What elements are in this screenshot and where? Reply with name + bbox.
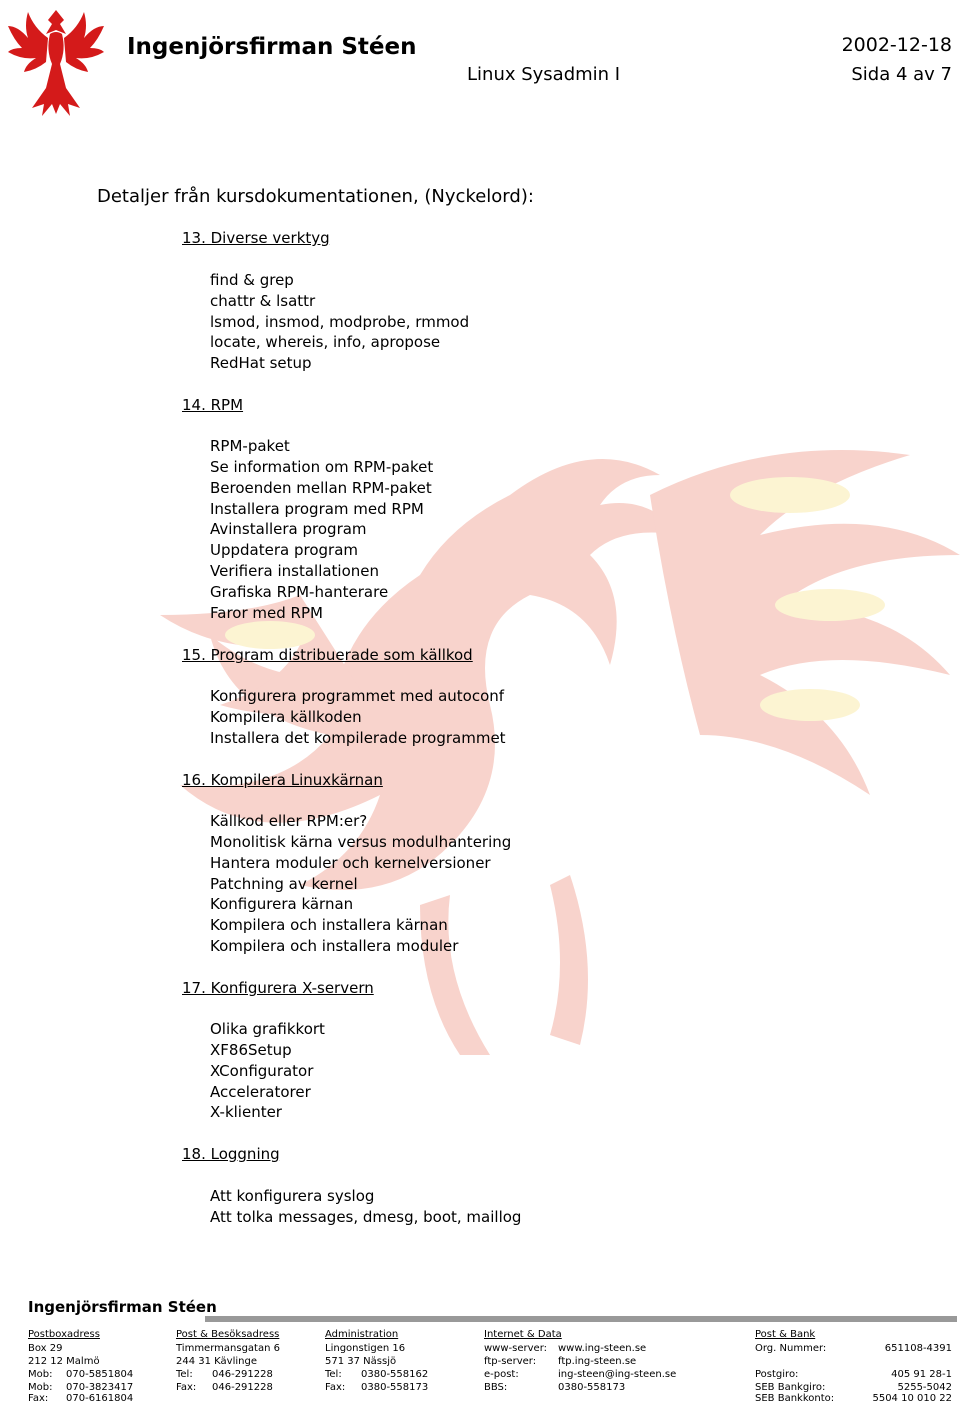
section-title: 14. RPM (182, 396, 244, 414)
footer-heading: Internet & Data (484, 1329, 562, 1340)
footer-label: SEB Bankkonto: (755, 1393, 835, 1404)
list-item: Verifiera installationen (210, 562, 380, 580)
list-item: Olika grafikkort (210, 1020, 325, 1038)
document-date: 2002-12-18 (841, 34, 952, 56)
footer-label: e-post: (484, 1369, 519, 1380)
footer-heading: Postboxadress (28, 1329, 100, 1340)
footer-value: Lingonstigen 16 (325, 1343, 406, 1354)
footer-label: Fax: (176, 1382, 197, 1393)
list-item: Hantera moduler och kernelversioner (210, 854, 491, 872)
footer-value: www.ing-steen.se (558, 1343, 647, 1354)
list-item: find & grep (210, 271, 294, 289)
footer-label: Tel: (176, 1369, 193, 1380)
section-title: 16. Kompilera Linuxkärnan (182, 771, 383, 789)
list-item: RedHat setup (210, 354, 312, 372)
list-item: Konfigurera programmet med autoconf (210, 687, 505, 705)
section-title: 15. Program distribuerade som källkod (182, 646, 473, 664)
footer-value: ftp.ing-steen.se (558, 1356, 637, 1367)
list-item: RPM-paket (210, 437, 290, 455)
list-item: Kompilera och installera kärnan (210, 916, 448, 934)
list-item: X-klienter (210, 1103, 282, 1121)
footer-label: Mob: (28, 1382, 53, 1393)
list-item: Beroenden mellan RPM-paket (210, 479, 432, 497)
footer-value: 405 91 28-1 (891, 1369, 952, 1380)
footer-value: 070-3823417 (66, 1382, 134, 1393)
list-item: Kompilera och installera moduler (210, 937, 459, 955)
footer-value: Box 29 (28, 1343, 63, 1354)
footer-label: SEB Bankgiro: (755, 1382, 826, 1393)
footer-value: 5504 10 010 22 (872, 1393, 952, 1404)
footer-value: ing-steen@ing-steen.se (558, 1369, 677, 1380)
footer-label: www-server: (484, 1343, 547, 1354)
list-item: Faror med RPM (210, 604, 323, 622)
footer-value: 070-5851804 (66, 1369, 134, 1380)
list-item: Monolitisk kärna versus modulhantering (210, 833, 512, 851)
list-item: Att tolka messages, dmesg, boot, maillog (210, 1208, 522, 1226)
footer-label: Postgiro: (755, 1369, 799, 1380)
footer-value: 046-291228 (212, 1369, 273, 1380)
footer-value: 0380-558173 (558, 1382, 626, 1393)
footer-heading: Post & Besöksadress (176, 1329, 280, 1340)
list-item: Att konfigurera syslog (210, 1187, 375, 1205)
list-item: locate, whereis, info, apropose (210, 333, 441, 351)
footer-value: 046-291228 (212, 1382, 273, 1393)
footer-value: 244 31 Kävlinge (176, 1356, 257, 1367)
footer-label: Mob: (28, 1369, 53, 1380)
company-name: Ingenjörsfirman Stéen (127, 34, 417, 60)
list-item: Kompilera källkoden (210, 708, 362, 726)
footer-company-name: Ingenjörsfirman Stéen (28, 1298, 217, 1316)
footer-value: 0380-558162 (361, 1369, 429, 1380)
list-item: Källkod eller RPM:er? (210, 812, 368, 830)
footer-label: BBS: (484, 1382, 508, 1393)
footer-value: 212 12 Malmö (28, 1356, 100, 1367)
footer-divider (205, 1316, 957, 1322)
course-title: Linux Sysadmin I (467, 64, 621, 85)
section-title: 18. Loggning (182, 1145, 280, 1163)
section-title: 17. Konfigurera X-servern (182, 979, 374, 997)
footer-label: Tel: (325, 1369, 342, 1380)
footer-heading: Post & Bank (755, 1329, 816, 1340)
list-item: Installera det kompilerade programmet (210, 729, 506, 747)
footer-label: Fax: (28, 1393, 49, 1404)
footer-label: Fax: (325, 1382, 346, 1393)
page-heading: Detaljer från kursdokumentationen, (Nyckelord): (97, 186, 534, 207)
footer-value: 5255-5042 (897, 1382, 952, 1393)
footer-value: 571 37 Nässjö (325, 1356, 397, 1367)
list-item: chattr & lsattr (210, 292, 316, 310)
footer-value: Timmermansgatan 6 (176, 1343, 280, 1354)
list-item: XF86Setup (210, 1041, 292, 1059)
section-title: 13. Diverse verktyg (182, 229, 330, 247)
list-item: Patchning av kernel (210, 875, 358, 893)
list-item: Uppdatera program (210, 541, 359, 559)
footer-label: Org. Nummer: (755, 1343, 827, 1354)
list-item: Se information om RPM-paket (210, 458, 434, 476)
list-item: Konfigurera kärnan (210, 895, 354, 913)
footer-value: 651108-4391 (884, 1343, 952, 1354)
footer-value: 070-6161804 (66, 1393, 134, 1404)
footer-value: 0380-558173 (361, 1382, 429, 1393)
footer-heading: Administration (325, 1329, 399, 1340)
list-item: Acceleratorer (210, 1083, 311, 1101)
list-item: Avinstallera program (210, 520, 367, 538)
eagle-crest-icon (4, 4, 108, 120)
list-item: Grafiska RPM-hanterare (210, 583, 389, 601)
list-item: XConfigurator (210, 1062, 314, 1080)
footer-label: ftp-server: (484, 1356, 537, 1367)
page-number: Sida 4 av 7 (851, 64, 952, 85)
list-item: lsmod, insmod, modprobe, rmmod (210, 313, 470, 331)
list-item: Installera program med RPM (210, 500, 424, 518)
